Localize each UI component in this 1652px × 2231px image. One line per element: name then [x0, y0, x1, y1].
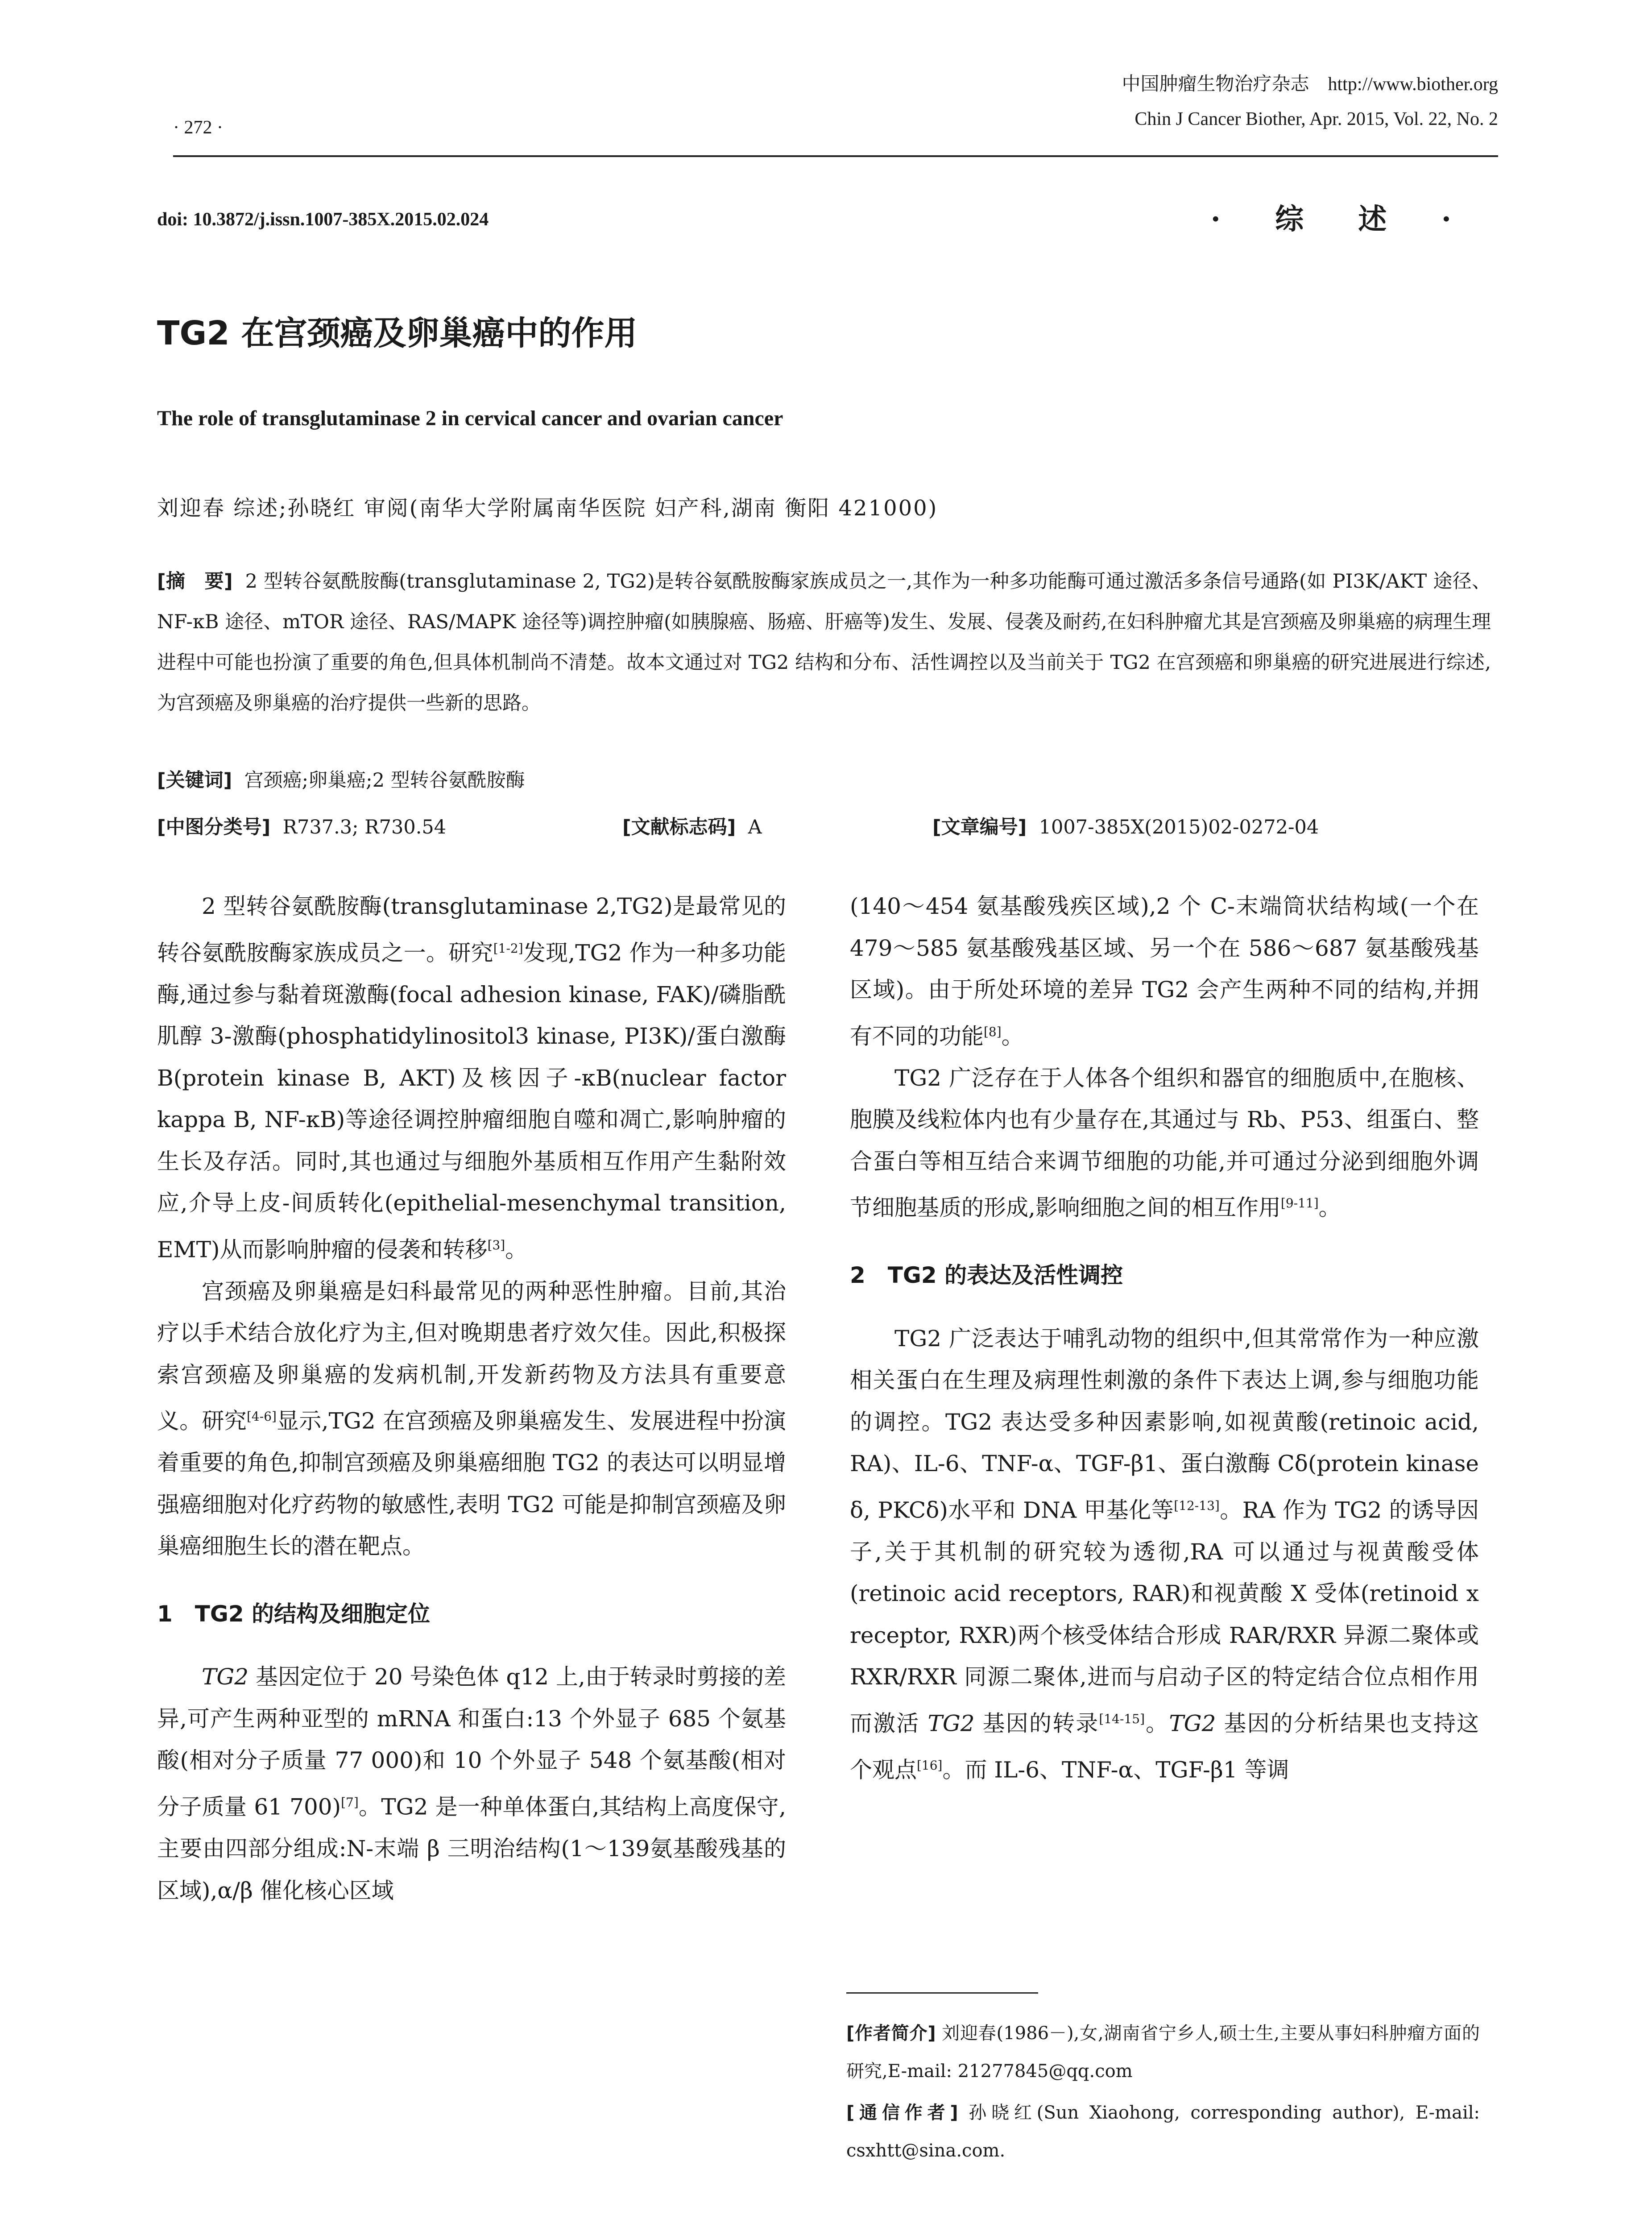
article-title: TG2 在宫颈癌及卵巢癌中的作用: [157, 314, 638, 352]
paragraph: 宫颈癌及卵巢癌是妇科最常见的两种恶性肿瘤。目前,其治疗以手术结合放化疗为主,但对晚期患者疗效欠佳。因此,积极探索宫颈癌及卵巢癌的发病机制,开发新药物及方法具有重要意义。研究[4-6]显示,TG2 在宫颈癌及卵巢癌发生、发展进程中扮演着重要的角色,抑制宫颈癌及卵巢癌细胞 TG2 的表达可以明显增强癌细胞对化疗药物的敏感性,表明 TG2 可能是抑制宫颈癌及卵巢癌细胞生长的潜在靶点。: [157, 1278, 787, 1559]
citation: [4-6]: [247, 1409, 277, 1424]
abstract-label: [摘 要]: [157, 570, 233, 593]
article-title-en: The role of transglutaminase 2 in cervical cancer and ovarian cancer: [157, 406, 783, 430]
citation: [16]: [917, 1758, 943, 1773]
section-tag: · 综 述 ·: [1210, 203, 1474, 236]
right-column: [850, 886, 1479, 1791]
paragraph: TG2 广泛存在于人体各个组织和器官的细胞质中,在胞核、胞膜及线粒体内也有少量存在,其通过与 Rb、P53、组蛋白、整合蛋白等相互结合来调节细胞的功能,并可通过分泌到细胞外调节细胞基质的形成,影响细胞之间的相互作用[9-11]。: [850, 1065, 1479, 1221]
doi: doi: 10.3872/j.issn.1007-385X.2015.02.024: [157, 209, 489, 230]
journal-name-cn: 中国肿瘤生物治疗杂志 http://www.biother.org: [1122, 74, 1498, 95]
citation: [7]: [341, 1795, 359, 1810]
page-number: · 272 ·: [173, 117, 223, 138]
running-header: [1122, 67, 1499, 137]
corresponding-author: [通信作者] 孙晓红(Sun Xiaohong, corresponding author), E-mail: csxhtt@sina.com.: [846, 2102, 1480, 2161]
author-bio: [作者简介] 刘迎春(1986－),女,湖南省宁乡人,硕士生,主要从事妇科肿瘤方面的研究,E-mail: 21277845@qq.com: [846, 2023, 1480, 2082]
author-line: 刘迎春 综述;孙晓红 审阅(南华大学附属南华医院 妇产科,湖南 衡阳 421000): [157, 496, 938, 521]
article-number-label: [文章编号]: [932, 816, 1027, 838]
article-number: [932, 812, 1319, 839]
journal-citation-en: Chin J Cancer Biother, Apr. 2015, Vol. 22, No. 2: [1134, 109, 1498, 129]
citation: [8]: [984, 1024, 1002, 1039]
citation: [1-2]: [493, 941, 523, 956]
paragraph: TG2 基因定位于 20 号染色体 q12 上,由于转录时剪接的差异,可产生两种亚型的 mRNA 和蛋白:13 个外显子 685 个氨基酸(相对分子质量 77 000)和 10 个外显子 548 个氨基酸(相对分子质量 61 700)[7]。TG2 是一种单体蛋白,其结构上高度保守,主要由四部分组成:N-末端 β 三明治结构(1～139氨基酸残基的区域),α/β 催化核心区域: [157, 1664, 786, 1903]
article-number-text: 1007-385X(2015)02-0272-04: [1039, 816, 1319, 838]
keywords-text: 宫颈癌;卵巢癌;2 型转谷氨酰胺酶: [244, 769, 525, 792]
section-heading-2: 2 TG2 的表达及活性调控: [850, 1262, 1123, 1289]
header-rule: [173, 155, 1498, 157]
document-code: [622, 812, 762, 839]
citation: [9-11]: [1280, 1196, 1319, 1211]
citation: [12-13]: [1174, 1498, 1220, 1513]
section-heading-1: 1 TG2 的结构及细胞定位: [157, 1601, 431, 1627]
classification-label: [中图分类号]: [157, 816, 271, 838]
classification-text: R737.3; R730.54: [282, 816, 447, 838]
citation: [3]: [487, 1237, 505, 1252]
document-code-text: A: [748, 816, 762, 838]
footnote-rule: [846, 1992, 1038, 1994]
document-code-label: [文献标志码]: [622, 816, 736, 838]
citation: [14-15]: [1099, 1711, 1145, 1726]
abstract: [157, 561, 1491, 724]
keywords-label: [关键词]: [157, 769, 232, 792]
paragraph: 2 型转谷氨酰胺酶(transglutaminase 2,TG2)是最常见的转谷氨酰胺酶家族成员之一。研究[1-2]发现,TG2 作为一种多功能酶,通过参与黏着斑激酶(focal adhesion kinase, FAK)/磷脂酰肌醇 3-激酶(phosphatidylinositol3 kinase, PI3K)/蛋白激酶 B(protein kinase B, AKT)及核因子-κB(nuclear factor kappa B, NF-κB)等途径调控肿瘤细胞自噬和凋亡,影响肿瘤的生长及存活。同时,其也通过与细胞外基质相互作用产生黏附效应,介导上皮-间质转化(epithelial-mesenchymal transition, EMT)从而影响肿瘤的侵袭和转移[3]。: [157, 893, 786, 1263]
left-column: [157, 886, 786, 1912]
paragraph: (140～454 氨基酸残疾区域),2 个 C-末端筒状结构域(一个在 479～585 氨基酸残基区域、另一个在 586～687 氨基酸残基区域)。由于所处环境的差异 TG2 会产生两种不同的结构,并拥有不同的功能[8]。: [850, 893, 1479, 1049]
classification-number: [157, 812, 446, 839]
paragraph: TG2 广泛表达于哺乳动物的组织中,但其常常作为一种应激相关蛋白在生理及病理性刺激的条件下表达上调,参与细胞功能的调控。TG2 表达受多种因素影响,如视黄酸(retinoic acid, RA)、IL-6、TNF-α、TGF-β1、蛋白激酶 Cδ(protein kinase δ, PKCδ)水平和 DNA 甲基化等[12-13]。RA 作为 TG2 的诱导因子,关于其机制的研究较为透彻,RA 可以通过与视黄酸受体(retinoic acid receptors, RAR)和视黄酸 X 受体(retinoid x receptor, RXR)两个核受体结合形成 RAR/RXR 异源二聚体或 RXR/RXR 同源二聚体,进而与启动子区的特定结合位点相作用而激活 TG2 基因的转录[14-15]。TG2 基因的分析结果也支持这个观点[16]。而 IL-6、TNF-α、TGF-β1 等调: [850, 1325, 1479, 1783]
footnotes: [846, 2015, 1480, 2173]
abstract-text: 2 型转谷氨酰胺酶(transglutaminase 2, TG2)是转谷氨酰胺酶家族成员之一,其作为一种多功能酶可通过激活多条信号通路(如 PI3K/AKT 途径、NF-κB 途径、mTOR 途径、RAS/MAPK 途径等)调控肿瘤(如胰腺癌、肠癌、肝癌等)发生、发展、侵袭及耐药,在妇科肿瘤尤其是宫颈癌及卵巢癌的病理生理进程中可能也扮演了重要的角色,但具体机制尚不清楚。故本文通过对 TG2 结构和分布、活性调控以及当前关于 TG2 在宫颈癌和卵巢癌的研究进展进行综述,为宫颈癌及卵巢癌的治疗提供一些新的思路。: [157, 570, 1491, 714]
keywords: [157, 765, 525, 792]
